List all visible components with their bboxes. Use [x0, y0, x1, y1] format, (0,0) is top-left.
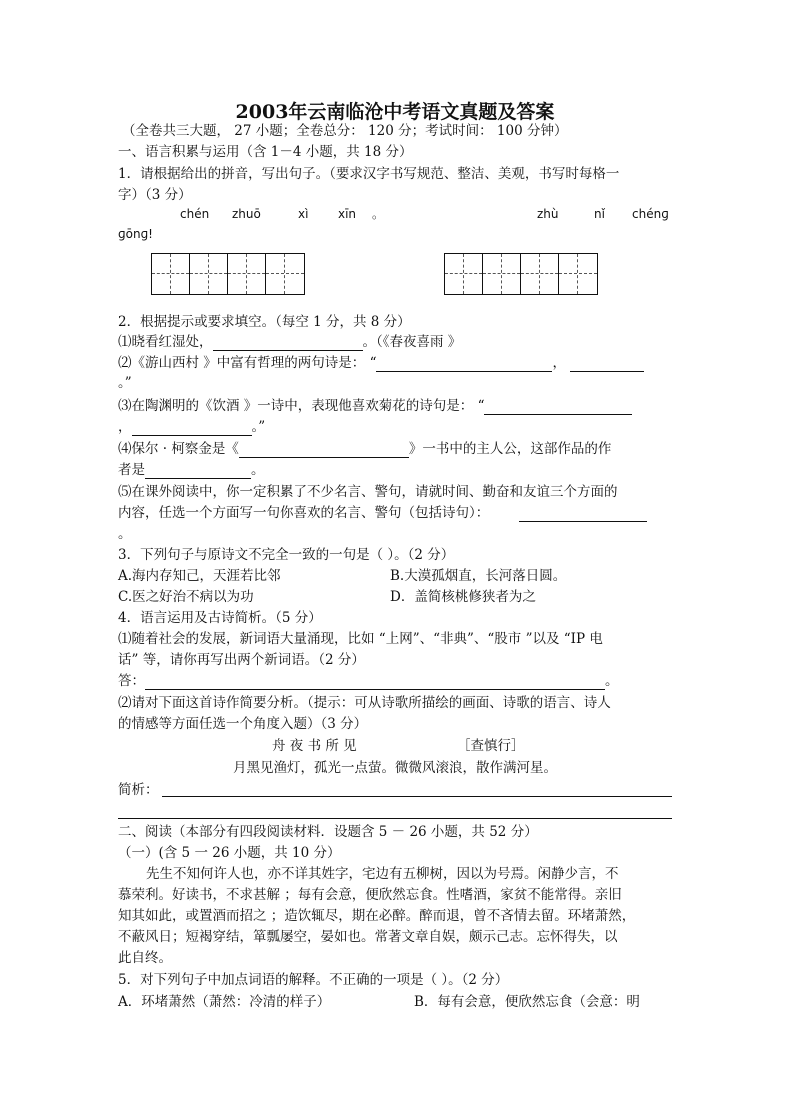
q3-option-d: D．盖简核桃修狭者为之: [390, 589, 536, 605]
q2-5-end: 。: [118, 526, 132, 542]
q2-4-second: 者是 。: [118, 462, 265, 478]
grid-cell[interactable]: [559, 254, 597, 294]
blank[interactable]: [484, 400, 632, 415]
analysis-line[interactable]: [118, 818, 672, 819]
q3-heading: 3．下列句子与原诗文不完全一致的一句是（ ）。（2 分）: [118, 547, 455, 563]
q4-answer: 答： 。: [118, 673, 619, 689]
q5-option-b: B．每有会意，便欣然忘食（会意：明: [414, 994, 640, 1010]
q1-text-line1: 1．请根据给出的拼音，写出句子。（要求汉字书写规范、整洁、美观，书写时每格一: [118, 166, 620, 182]
q4-2-line1: ⑵请对下面这首诗作简要分析。（提示：可从诗歌所描绘的画面、诗歌的语言、诗人: [118, 695, 611, 711]
blank[interactable]: [213, 336, 363, 351]
grid-cell[interactable]: [266, 254, 304, 294]
q3-option-c: C.医之好治不病以为功: [118, 589, 254, 605]
passage-line: 慕荣利。好读书，不求甚解 ；每有会意，便欣然忘食。性嗜酒，家贫不能常得。亲旧: [118, 887, 622, 903]
blank[interactable]: [145, 464, 251, 479]
blank[interactable]: [376, 357, 552, 372]
poem-body: 月黑见渔灯，孤光一点萤。微微风滚浪，散作满河星。: [233, 760, 557, 776]
q4-1-line1: ⑴随着社会的发展，新词语大量涌现，比如 “上网”、“非典”、“股市 ”以及 “IP 电: [118, 631, 603, 647]
pinyin-zhuo: zhuō: [232, 207, 261, 221]
q2-1: ⑴晓看红湿处， 。（《春夜喜雨 》: [118, 334, 462, 350]
q2-2-end: 。”: [118, 375, 132, 391]
passage-line: 先生不知何许人也，亦不详其姓字，宅边有五柳树，因以为号焉。闲静少言，不: [146, 866, 619, 882]
q4-analysis-label: 简析：: [118, 782, 159, 798]
q2-4: ⑷保尔 · 柯察金是《 》一书中的主人公，这部作品的作: [118, 441, 612, 457]
passage-line: 此自终。: [118, 950, 172, 966]
grid-cell[interactable]: [190, 254, 228, 294]
pinyin-cheng: chénɡ: [632, 207, 669, 221]
pinyin-ni: nǐ: [594, 207, 605, 221]
section1-heading: 一、语言积累与运用（含 1－4 小题，共 18 分）: [118, 144, 413, 160]
q2-5-line1: ⑸在课外阅读中，你一定积累了不少名言、警句，请就时间、勤奋和友谊三个方面的: [118, 484, 618, 500]
page-title: 2003年云南临沧中考语文真题及答案: [235, 101, 555, 123]
q2-3-second: ， 。”: [118, 419, 266, 435]
q4-1-line2: 话” 等，请你再写出两个新词语。（2 分）: [118, 652, 365, 668]
passage-line: 不蔽风日；短褐穿结，箪瓢屡空，晏如也。常著文章自娱，颇示己志。忘怀得失，以: [118, 929, 618, 945]
grid-cell[interactable]: [445, 254, 483, 294]
q4-heading: 4．语言运用及古诗简析。（5 分）: [118, 610, 322, 626]
exam-info: （全卷共三大题， 27 小题；全卷总分： 120 分；考试时间： 100 分钟）: [122, 123, 568, 139]
pinyin-xi: xì: [298, 207, 309, 221]
q3-option-b: B.大漠孤烟直，长河落日圆。: [390, 568, 567, 584]
pinyin-gong: ɡōnɡ!: [118, 227, 153, 241]
blank[interactable]: [132, 421, 252, 436]
poem-author: ［查慎行］: [457, 738, 525, 754]
analysis-line[interactable]: [162, 796, 672, 797]
blank[interactable]: [519, 507, 647, 522]
q5-option-a: A．环堵萧然（萧然：冷清的样子）: [118, 994, 331, 1010]
poem-title: 舟 夜 书 所 见: [272, 738, 357, 754]
writing-grid-right[interactable]: [444, 253, 598, 295]
writing-grid-left[interactable]: [151, 253, 305, 295]
grid-cell[interactable]: [152, 254, 190, 294]
pinyin-chen: chén: [180, 207, 210, 221]
passage-line: 知其如此，或置酒而招之 ；造饮辄尽，期在必醉。醉而退，曾不吝情去留。环堵萧然，: [118, 908, 636, 924]
q2-heading: 2．根据提示或要求填空。（每空 1 分，共 8 分）: [118, 314, 411, 330]
blank[interactable]: [239, 443, 409, 458]
q2-2: ⑵《游山西村 》中富有哲理的两句诗是： “ ，: [118, 354, 644, 372]
q3-option-a: A.海内存知己，天涯若比邻: [118, 568, 281, 584]
q5-heading: 5．对下列句子中加点词语的解释。不正确的一项是（ ）。（2 分）: [118, 972, 509, 988]
grid-cell[interactable]: [483, 254, 521, 294]
pinyin-zhu: zhù: [537, 207, 559, 221]
pinyin-xin: xīn: [338, 207, 357, 221]
answer-blank[interactable]: [145, 675, 605, 690]
reading-part1-heading: （一）(含 5 一 26 小题，共 10 分）: [118, 845, 341, 861]
q4-2-line2: 的情感等方面任选一个角度入题）（3 分）: [118, 716, 368, 732]
section2-heading: 二、阅读（本部分有四段阅读材料．设题含 5 － 26 小题，共 52 分）: [118, 824, 538, 840]
q2-3: ⑶在陶渊明的《饮酒 》一诗中，表现他喜欢菊花的诗句是： “: [118, 397, 632, 415]
grid-cell[interactable]: [521, 254, 559, 294]
pinyin-period: 。: [372, 207, 385, 221]
grid-cell[interactable]: [228, 254, 266, 294]
q1-text-line2: 字）（3 分）: [118, 187, 192, 203]
blank[interactable]: [570, 357, 644, 372]
q2-5-line2: 内容，任选一个方面写一句你喜欢的名言、警句（包括诗句）：: [118, 504, 647, 522]
